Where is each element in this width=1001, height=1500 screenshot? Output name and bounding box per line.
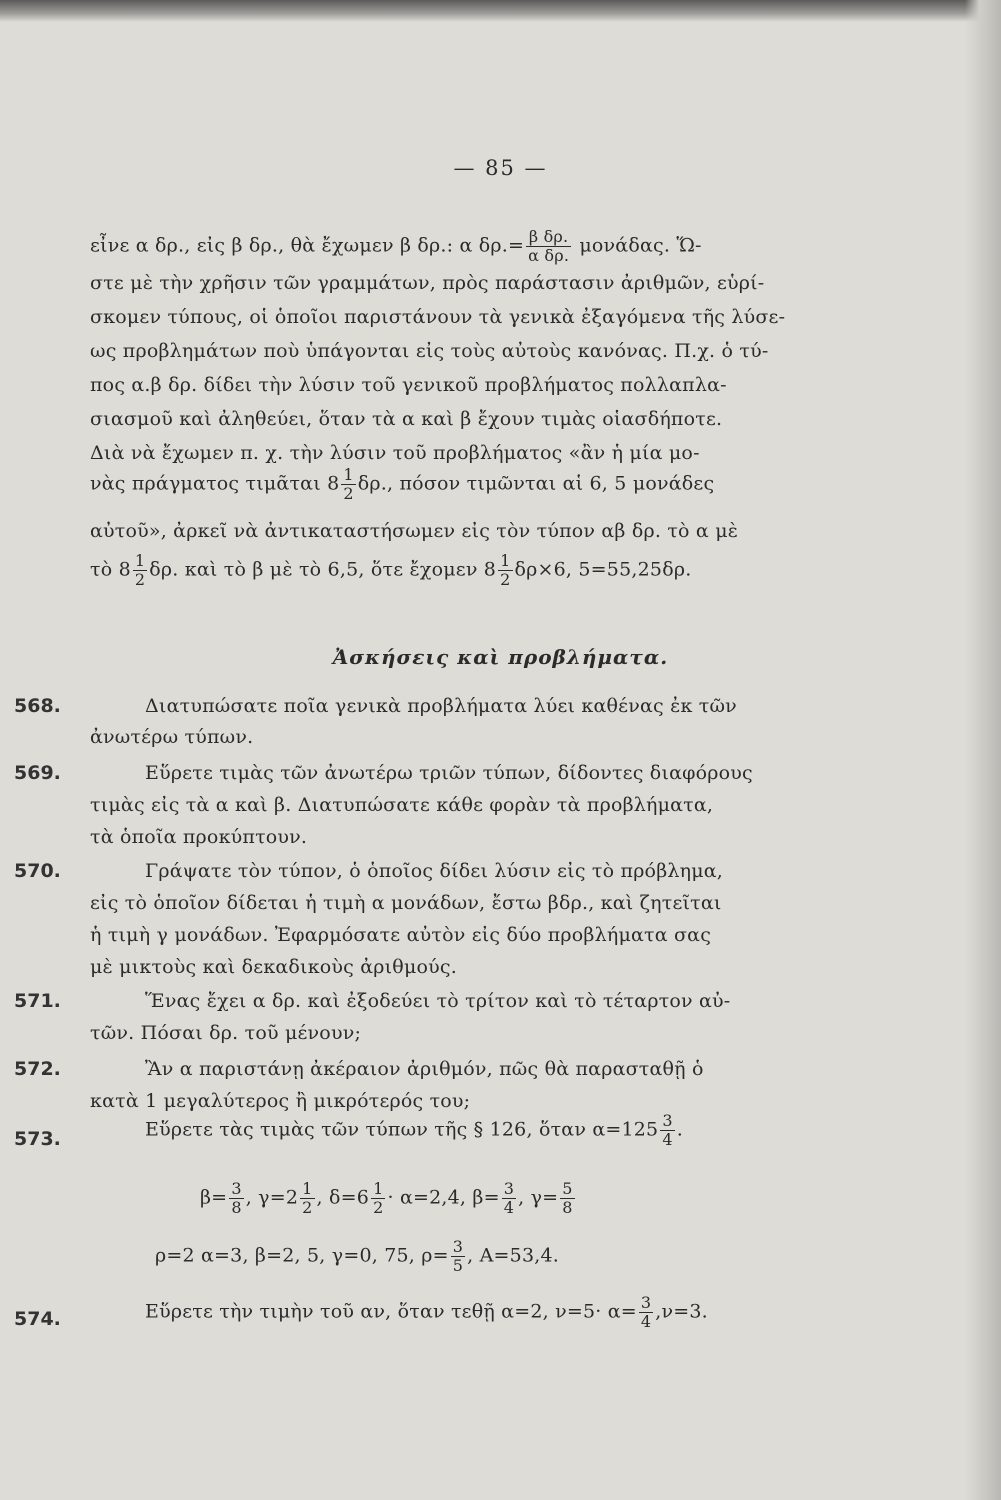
fraction (133, 552, 147, 589)
fraction-denominator: 4 (662, 1130, 673, 1149)
text-segment: εἶνε α δρ., εἰς β δρ., θὰ ἔχωμεν β δρ.: α δρ.= (90, 234, 525, 257)
exercise-number: 571. (14, 990, 61, 1012)
text-segment: δρ., πόσον τιμῶνται αἱ 6, 5 μονάδες (357, 472, 715, 495)
fraction (502, 1180, 516, 1217)
text-line: αὐτοῦ», ἀρκεῖ νὰ ἀντικαταστήσωμεν εἰς τὸν τύπον αβ δρ. τὸ α μὲ (90, 520, 739, 542)
page-top-shadow (0, 0, 1001, 22)
fraction (526, 228, 571, 265)
text-line (90, 466, 714, 503)
fraction (498, 552, 512, 589)
fraction-denominator: 2 (302, 1198, 313, 1217)
text-segment: δρ. καὶ τὸ β μὲ τὸ 6,5, ὅτε ἔχομεν 8 (149, 558, 497, 581)
text-segment: · α=2,4, β= (387, 1186, 500, 1209)
text-line: Διατυπώσατε ποῖα γενικὰ προβλήματα λύει καθένας ἐκ τῶν (145, 695, 737, 717)
page-right-edge (965, 0, 1001, 1500)
text-line: Εὕρετε τιμὰς τῶν ἀνωτέρω τριῶν τύπων, δίδοντες διαφόρους (145, 762, 753, 784)
text-segment: Εὕρετε τὴν τιμὴν τοῦ αν, ὅταν τεθῇ α=2, ν=5· α= (145, 1300, 637, 1323)
text-line: ως προβλημάτων ποὺ ὑπάγονται εἰς τοὺς αὐτοὺς κανόνας. Π.χ. ὁ τύ- (90, 340, 769, 362)
text-line (155, 1238, 559, 1275)
fraction-denominator: 8 (562, 1198, 573, 1217)
fraction-numerator: 1 (343, 465, 354, 484)
fraction (451, 1238, 465, 1275)
text-segment: ,ν=3. (655, 1300, 708, 1323)
text-line: στε μὲ τὴν χρῆσιν τῶν γραμμάτων, πρὸς παράστασιν ἀριθμῶν, εὑρί- (90, 272, 765, 294)
text-line: κατὰ 1 μεγαλύτερος ἢ μικρότερός του; (90, 1090, 471, 1112)
fraction-denominator: 2 (134, 570, 146, 589)
fraction-denominator: 4 (640, 1312, 652, 1331)
exercise-number: 569. (14, 762, 61, 784)
text-segment: , γ= (518, 1186, 559, 1209)
text-line: τιμὰς εἰς τὰ α καὶ β. Διατυπώσατε κάθε φορὰν τὰ προβλήματα, (90, 794, 714, 816)
fraction-denominator: 2 (343, 484, 354, 503)
text-line: Ἂν α παριστάνῃ ἀκέραιον ἀριθμόν, πῶς θὰ παρασταθῇ ὁ (145, 1058, 704, 1080)
text-segment: , A=53,4. (467, 1244, 560, 1267)
fraction-numerator: 3 (662, 1111, 673, 1130)
fraction (300, 1180, 314, 1217)
text-segment: μονάδας. Ὥ- (579, 234, 702, 257)
text-line: τὰ ὁποῖα προκύπτουν. (90, 826, 308, 848)
text-line: σιασμοῦ καὶ ἀληθεύει, ὅταν τὰ α καὶ β ἔχουν τιμὰς οἱασδήποτε. (90, 408, 723, 430)
fraction-denominator: α δρ. (528, 246, 570, 265)
fraction-denominator: 4 (503, 1198, 515, 1217)
text-line: Διὰ νὰ ἔχωμεν π. χ. τὴν λύσιν τοῦ προβλήματος «ἂν ἡ μία μο- (90, 442, 700, 464)
exercise-number: 572. (14, 1058, 61, 1080)
text-line: Ἕνας ἔχει α δρ. καὶ ἐξοδεύει τὸ τρίτον καὶ τὸ τέταρτον αὐ- (145, 990, 731, 1012)
text-line: πος α.β δρ. δίδει τὴν λύσιν τοῦ γενικοῦ προβλήματος πολλαπλα- (90, 374, 727, 396)
text-line: ἀνωτέρω τύπων. (90, 726, 254, 748)
text-line (90, 228, 702, 265)
fraction (371, 1180, 385, 1217)
exercise-number: 568. (14, 695, 61, 717)
text-line: Εὕρετε τὰς τιμὰς τῶν τύπων τῆς § 126, ὅταν α=125 $\frac{3}{4}$ . (145, 1111, 683, 1149)
exercise-number: 570. (14, 860, 61, 882)
exercise-number: 574. (14, 1308, 61, 1330)
exercise-number: 573. (14, 1128, 61, 1150)
text-segment: τὸ 8 (90, 558, 131, 581)
text-segment: β= (200, 1186, 228, 1209)
page-number: — 85 — (453, 156, 548, 180)
fraction (639, 1294, 653, 1331)
text-line: ἡ τιμὴ γ μονάδων. Ἐφαρμόσατε αὐτὸν εἰς δύο προβλήματα σας (90, 924, 712, 946)
text-segment: νὰς πράγματος τιμᾶται 8 (90, 472, 340, 495)
text-line: τῶν. Πόσαι δρ. τοῦ μένουν; (90, 1022, 362, 1044)
text-line (90, 552, 691, 589)
fraction (660, 1112, 674, 1149)
text-line: εἰς τὸ ὁποῖον δίδεται ἡ τιμὴ α μονάδων, ἔστω βδρ., καὶ ζητεῖται (90, 892, 722, 914)
fraction-numerator: 1 (500, 551, 511, 570)
fraction (341, 466, 355, 503)
text-segment: ρ=2 α=3, β=2, 5, γ=0, 75, ρ= (155, 1244, 449, 1267)
text-segment: , δ=6 (316, 1186, 370, 1209)
fraction-numerator: 1 (134, 551, 146, 570)
fraction-numerator: 3 (452, 1237, 464, 1256)
text-segment: , γ=2 (245, 1186, 299, 1209)
fraction-numerator: β δρ. (526, 228, 571, 247)
fraction-numerator: 3 (503, 1179, 515, 1198)
fraction (229, 1180, 243, 1217)
fraction-numerator: 5 (562, 1179, 573, 1198)
fraction-denominator: 8 (231, 1198, 242, 1217)
fraction-denominator: 2 (500, 570, 511, 589)
text-line: μὲ μικτοὺς καὶ δεκαδικοὺς ἀριθμούς. (90, 956, 457, 978)
text-segment: δρ×6, 5=55,25δρ. (514, 558, 692, 581)
fraction-numerator: 1 (302, 1179, 313, 1198)
text-segment: Εὕρετε τὰς τιμὰς τῶν τύπων τῆς § 126, ὅταν α=125 (145, 1118, 659, 1141)
text-line (200, 1180, 577, 1217)
text-line: Γράψατε τὸν τύπον, ὁ ὁποῖος δίδει λύσιν εἰς τὸ πρόβλημα, (145, 860, 724, 882)
fraction-numerator: 1 (373, 1179, 384, 1198)
section-heading: Ἀσκήσεις καὶ προβλήματα. (332, 645, 669, 669)
text-line (145, 1294, 708, 1331)
fraction-numerator: 3 (640, 1293, 652, 1312)
fraction-numerator: 3 (231, 1179, 242, 1198)
fraction (560, 1180, 574, 1217)
fraction-denominator: 5 (452, 1256, 464, 1275)
text-line: σκομεν τύπους, οἱ ὁποῖοι παριστάνουν τὰ γενικὰ ἐξαγόμενα τῆς λύσε- (90, 306, 786, 328)
fraction-denominator: 2 (373, 1198, 384, 1217)
